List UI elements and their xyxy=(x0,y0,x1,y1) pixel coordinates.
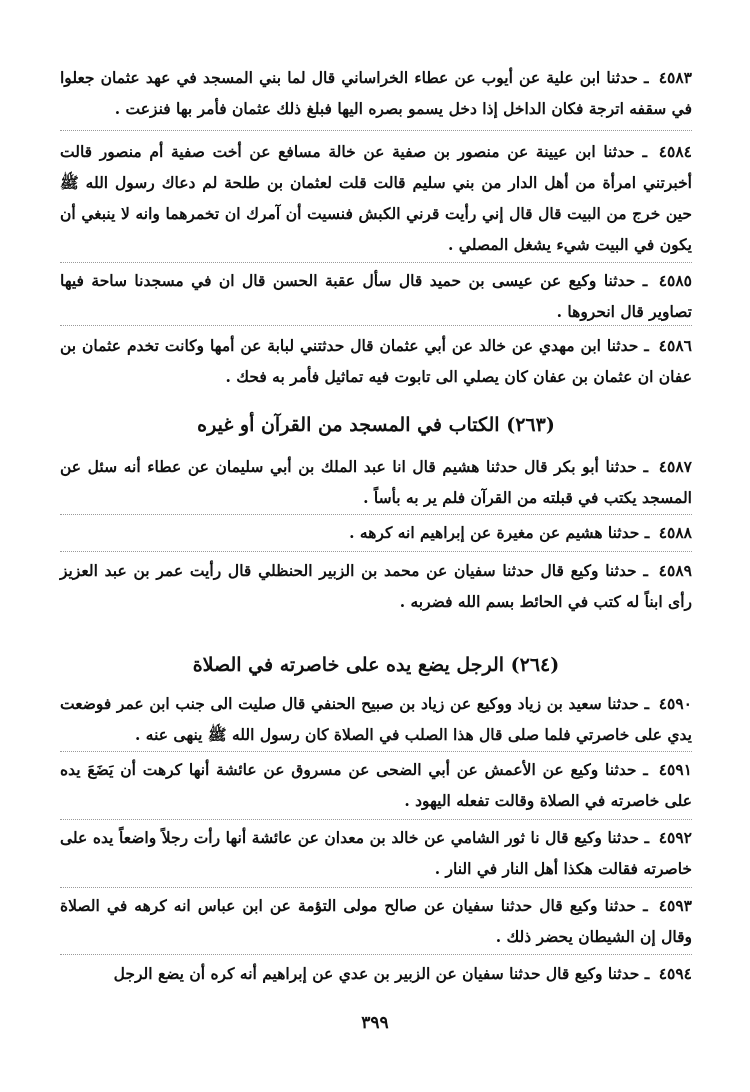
hadith-number: ٤٥٨٤ xyxy=(658,142,692,161)
hadith-number: ٤٥٩٢ xyxy=(658,828,692,847)
hadith-text: ـ حدثنا ابن مهدي عن خالد عن أبي عثمان قال حدثتني لبابة عن أمها وكانت تخدم عثمان بن عفان ان عثمان بن عفان كان يصلي الى تابوت فيه تماثيل فأمر به فحك . xyxy=(60,336,692,386)
hadith-text: ـ حدثنا وكيع قال حدثنا سفيان عن الزبير بن عدي عن إبراهيم أنه كره أن يضع الرجل xyxy=(113,964,650,983)
divider xyxy=(60,514,692,515)
divider xyxy=(60,954,692,955)
hadith-entry-4587 xyxy=(60,451,692,513)
divider xyxy=(60,325,692,326)
hadith-entry-4589 xyxy=(60,555,692,617)
hadith-entry-4583 xyxy=(60,62,692,124)
hadith-text: ـ حدثنا أبو بكر قال حدثنا هشيم قال انا عبد الملك بن أبي سليمان عن عطاء أنه سئل عن المسجد يكتب في قبلته من القرآن فلم ير به بأساً . xyxy=(60,457,692,507)
hadith-number: ٤٥٨٦ xyxy=(658,336,692,355)
divider xyxy=(60,887,692,888)
divider xyxy=(60,819,692,820)
hadith-number: ٤٥٨٩ xyxy=(658,561,692,580)
section-heading-264: (٢٦٤) الرجل يضع يده على خاصرته في الصلاة xyxy=(192,654,560,676)
hadith-text: ـ حدثنا وكيع قال حدثنا سفيان عن محمد بن الزبير الحنظلي قال رأيت عمر بن عبد العزيز رأى ابناً له كتب في الحائط بسم الله فضربه . xyxy=(60,561,692,611)
hadith-text: ـ حدثنا ابن عيينة عن منصور بن صفية عن خالة مسافع عن أخت صفية أم منصور قالت أخبرتني امرأة من أهل الدار من بني سليم قالت قلت لعثمان بن طلحة لم دعاك رسول الله ﷺ حين خرج من البيت قال قال إني رأيت قرني الكبش فنسيت أن آمرك ان تخمرهما وانه لا ينبغي أن يكون في البيت شيء يشغل المصلي . xyxy=(60,142,692,254)
hadith-text: ـ حدثنا وكيع قال نا ثور الشامي عن خالد بن معدان عن عائشة أنها رأت رجلاً واضعاً يده على خاصرته فقالت هكذا أهل النار في النار . xyxy=(60,828,692,878)
hadith-entry-4590 xyxy=(60,688,692,750)
divider xyxy=(60,551,692,552)
hadith-entry-4588 xyxy=(60,517,692,548)
hadith-number: ٤٥٩٠ xyxy=(658,694,692,713)
hadith-number: ٤٥٨٨ xyxy=(658,523,692,542)
hadith-number: ٤٥٩٤ xyxy=(658,964,692,983)
hadith-number: ٤٥٩٣ xyxy=(658,896,692,915)
hadith-entry-4585 xyxy=(60,265,692,327)
hadith-text: ـ حدثنا ابن علية عن أيوب عن عطاء الخراساني قال لما بني المسجد في عهد عثمان جعلوا في سقفه اترجة فكان الداخل إذا دخل يسمو بصره اليها فبلغ ذلك عثمان فأمر بها فنزعت . xyxy=(60,68,692,118)
hadith-text: ـ حدثنا وكيع عن عيسى بن حميد قال سأل عقبة الحسن قال ان في مسجدنا ساحة فيها تصاوير قال انحروها . xyxy=(60,271,692,321)
hadith-text: ـ حدثنا وكيع عن الأعمش عن أبي الضحى عن مسروق عن عائشة أنها كرهت أن يَضَعَ يده على خاصرته في الصلاة وقالت تفعله اليهود . xyxy=(60,760,692,810)
hadith-entry-4593 xyxy=(60,890,692,952)
hadith-entry-4586 xyxy=(60,330,692,392)
section-heading-263: (٢٦٣) الكتاب في المسجد من القرآن أو غيره xyxy=(197,414,555,436)
divider xyxy=(60,262,692,263)
hadith-entry-4594 xyxy=(60,958,692,989)
divider xyxy=(60,751,692,752)
hadith-text: ـ حدثنا وكيع قال حدثنا سفيان عن صالح مولى التؤمة عن ابن عباس انه كرهه في الصلاة وقال إن الشيطان يحضر ذلك . xyxy=(60,896,692,946)
hadith-entry-4584 xyxy=(60,136,692,260)
hadith-number: ٤٥٨٧ xyxy=(658,457,692,476)
hadith-entry-4592 xyxy=(60,822,692,884)
hadith-number: ٤٥٩١ xyxy=(658,760,692,779)
divider xyxy=(60,130,692,131)
hadith-text: ـ حدثنا سعيد بن زياد ووكيع عن زياد بن صبيح الحنفي قال صليت الى جنب ابن عمر فوضعت يدي على خاصرتي فلما صلى قال هذا الصلب في الصلاة كان رسول الله ﷺ ينهى عنه . xyxy=(60,694,692,744)
hadith-entry-4591 xyxy=(60,754,692,816)
hadith-text: ـ حدثنا هشيم عن مغيرة عن إبراهيم انه كرهه . xyxy=(349,523,650,542)
page-number: ٣٩٩ xyxy=(361,1013,389,1033)
hadith-number: ٤٥٨٥ xyxy=(658,271,692,290)
hadith-number: ٤٥٨٣ xyxy=(658,68,692,87)
